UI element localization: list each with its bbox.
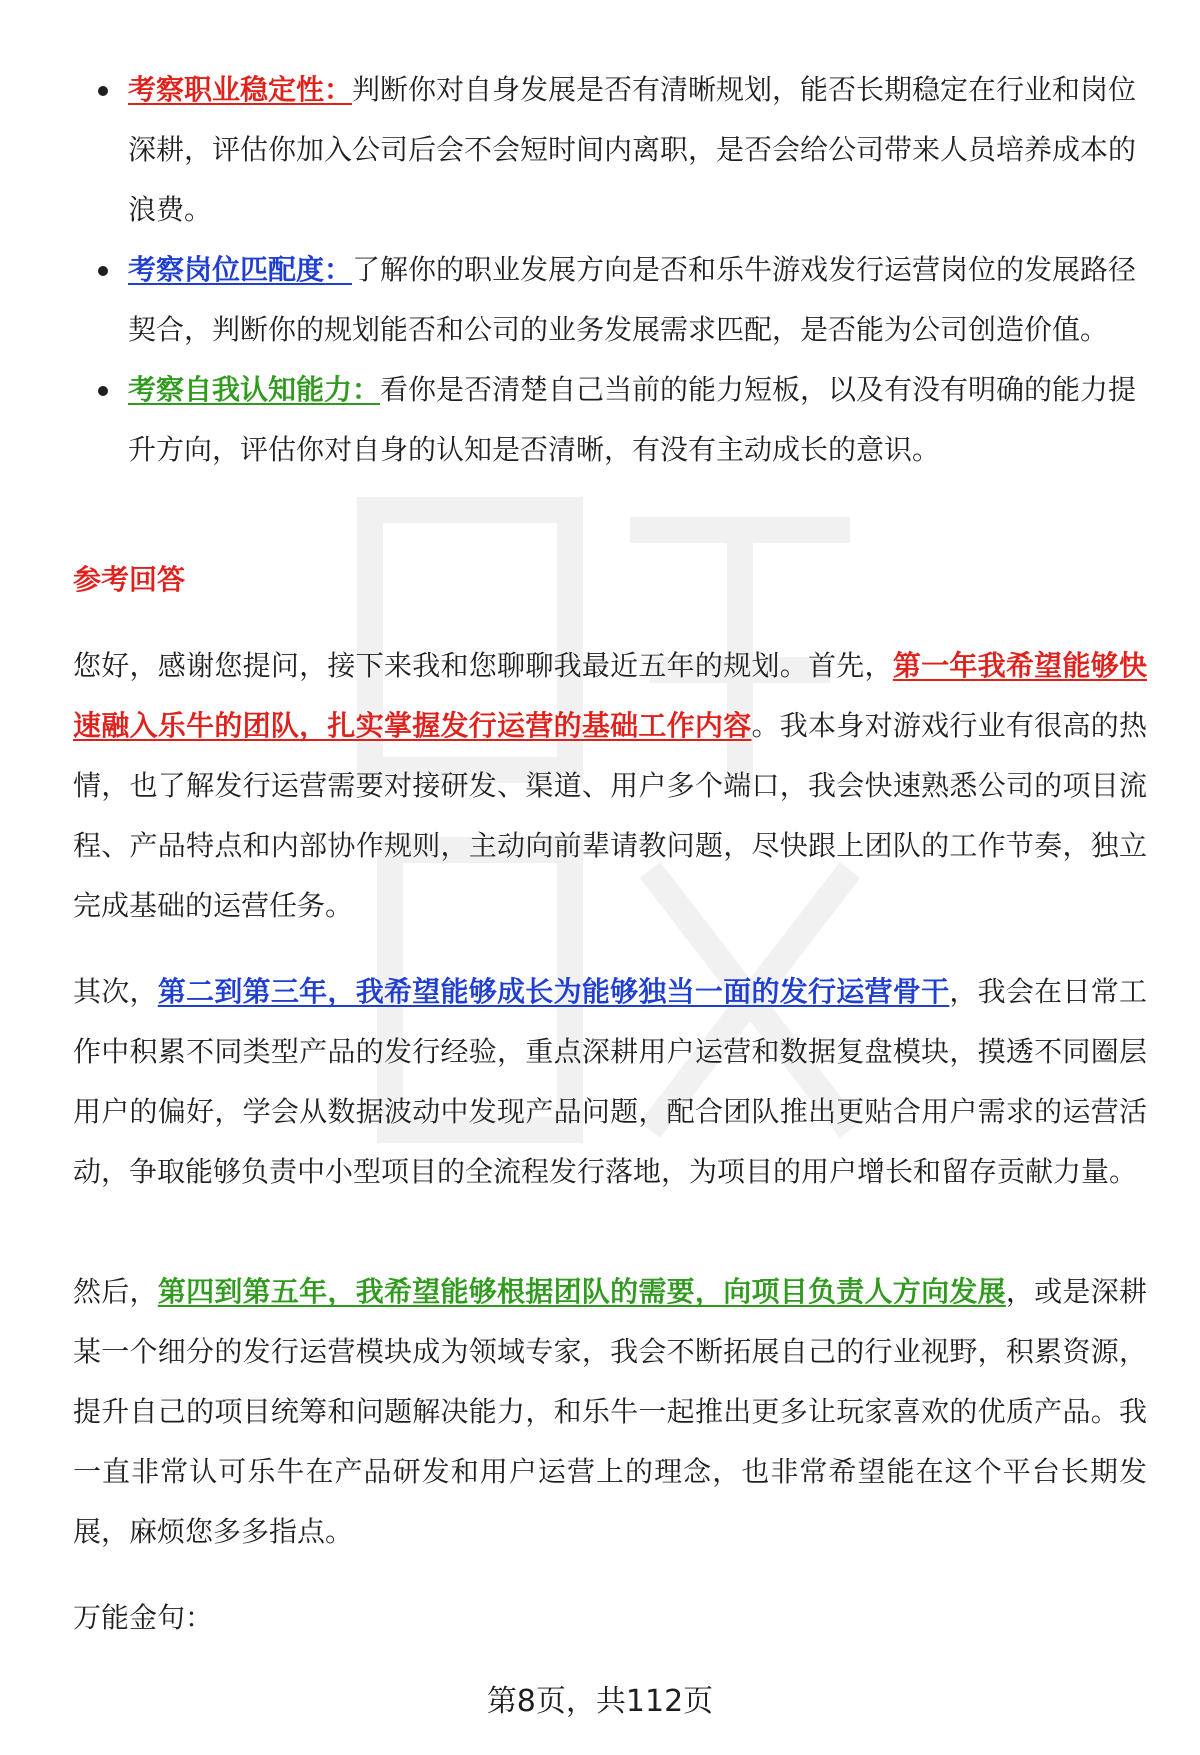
paragraph-text: 。我本身对游戏行业有很高的热情，也了解发行运营需要对接研发、渠道、用户多个端口，我会快速熟悉公司的项目流程、产品特点和内部协作规则，主动向前辈请教问题，尽快跟上团队的工作节奏，独立完成基础的运营任务。 (73, 709, 1147, 922)
bullet-dot-icon (98, 386, 108, 396)
paragraph-highlight: 第一年我希望能够快速融入乐牛的团队，扎实掌握发行运营的基础工作内容 (73, 649, 1147, 742)
bullet-keyword: 考察自我认知能力： (128, 373, 381, 406)
paragraph-text: 然后， (73, 1275, 158, 1308)
evaluation-points-list (98, 60, 1138, 480)
paragraph-highlight: 第四到第五年，我希望能够根据团队的需要，向项目负责人方向发展 (157, 1275, 1006, 1308)
answer-paragraph-2 (73, 962, 1147, 1202)
bullet-dot-icon (98, 86, 108, 96)
bullet-text: 判断你对自身发展是否有清晰规划，能否长期稳定在行业和岗位深耕，评估你加入公司后会不会短时间内离职，是否会给公司带来人员培养成本的浪费。 (128, 73, 1137, 226)
bullet-dot-icon (98, 266, 108, 276)
paragraph-text: ，我会在日常工作中积累不同类型产品的发行经验，重点深耕用户运营和数据复盘模块，摸透不同圈层用户的偏好，学会从数据波动中发现产品问题，配合团队推出更贴合用户需求的运营活动，争取能够负责中小型项目的全流程发行落地，为项目的用户增长和留存贡献力量。 (73, 975, 1147, 1188)
bullet-keyword: 考察岗位匹配度： (128, 253, 353, 286)
page-footer: 第8页，共112页 (486, 1684, 714, 1719)
bullet-keyword: 考察职业稳定性： (128, 73, 353, 106)
paragraph-text: ，或是深耕某一个细分的发行运营模块成为领域专家，我会不断拓展自己的行业视野，积累资源，提升自己的项目统筹和问题解决能力，和乐牛一起推出更多让玩家喜欢的优质产品。我一直非常认可乐牛在产品研发和用户运营上的理念，也非常希望能在这个平台长期发展，麻烦您多多指点。 (73, 1275, 1147, 1548)
section-title: 参考回答 (73, 563, 186, 596)
answer-paragraph-1 (73, 636, 1147, 936)
bullet-text: 看你是否清楚自己当前的能力短板，以及有没有明确的能力提升方向，评估你对自身的认知是否清晰，有没有主动成长的意识。 (128, 373, 1137, 466)
paragraph-text: 您好，感谢您提问，接下来我和您聊聊我最近五年的规划。首先， (73, 649, 893, 682)
closing-label: 万能金句： (73, 1601, 214, 1634)
bullet-item-stability (98, 60, 1138, 240)
paragraph-highlight: 第二到第三年，我希望能够成长为能够独当一面的发行运营骨干 (157, 975, 950, 1008)
bullet-item-self-awareness (98, 360, 1138, 480)
answer-paragraph-3 (73, 1262, 1147, 1562)
bullet-item-fit (98, 240, 1138, 360)
paragraph-text: 其次， (73, 975, 158, 1008)
bullet-text: 了解你的职业发展方向是否和乐牛游戏发行运营岗位的发展路径契合，判断你的规划能否和公司的业务发展需求匹配，是否能为公司创造价值。 (128, 253, 1137, 346)
